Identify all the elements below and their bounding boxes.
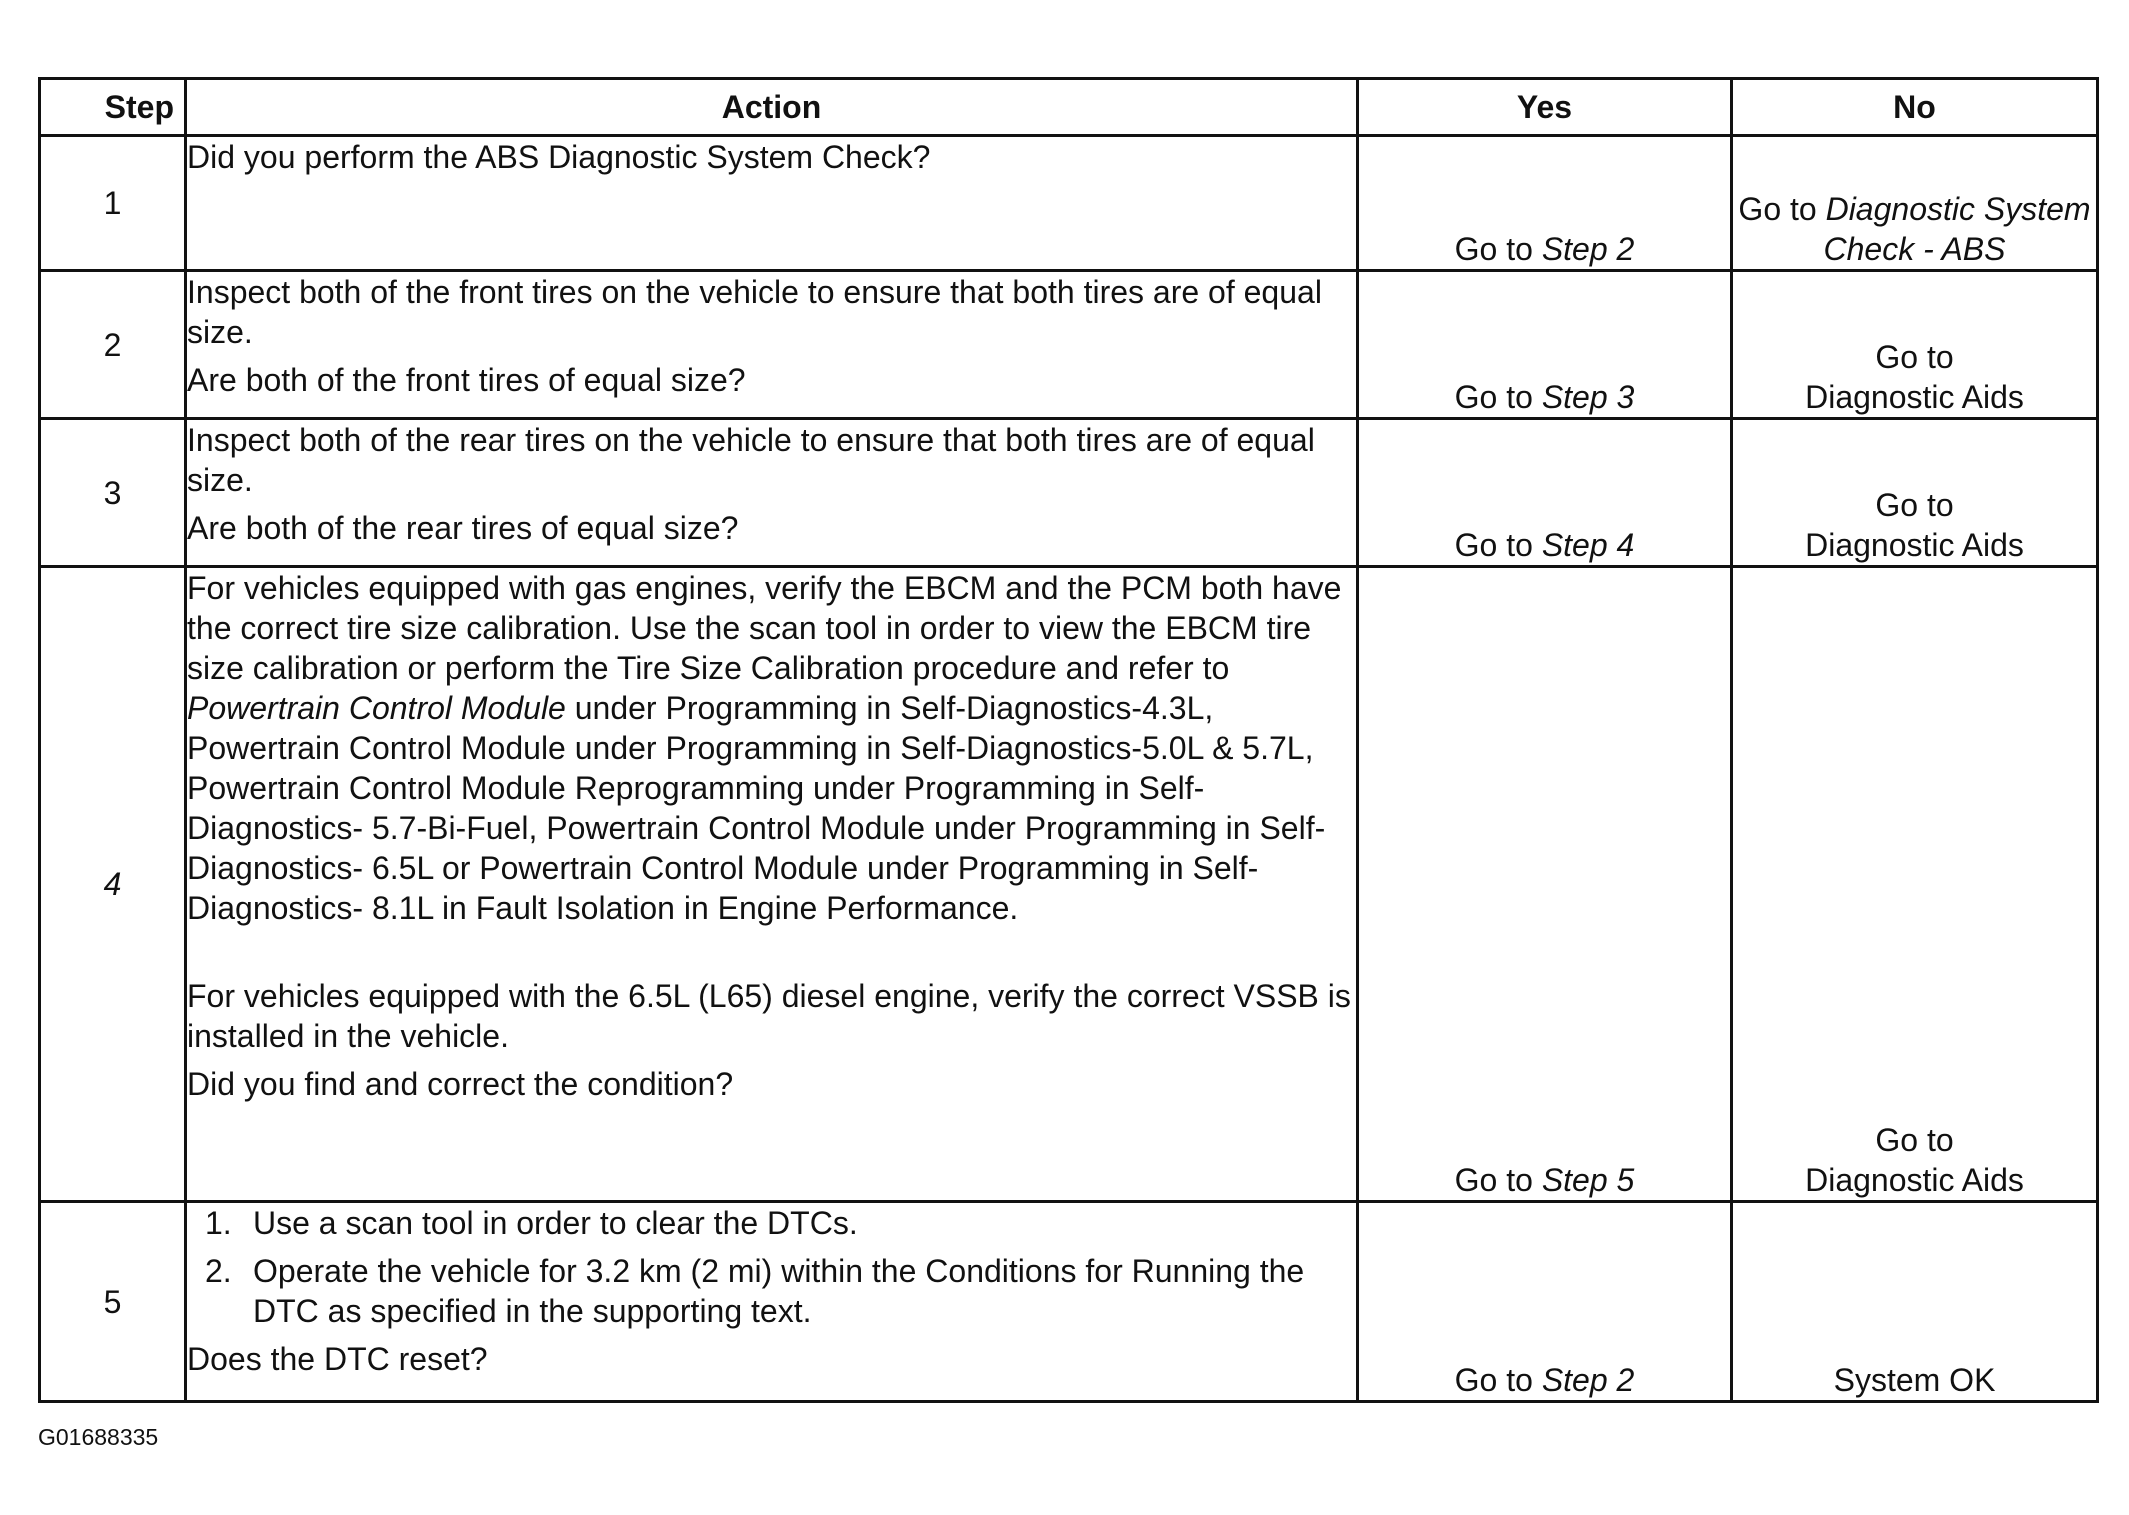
yes-cell: [1358, 271, 1732, 419]
no-goto-text: Go to: [1875, 339, 1954, 375]
no-diagnostic-aids-link[interactable]: Diagnostic Aids: [1805, 379, 2024, 415]
table-row: [40, 419, 2098, 567]
action-cell: [186, 1202, 1358, 1402]
no-column-header: No: [1732, 79, 2098, 136]
action-question: Are both of the rear tires of equal size?: [187, 510, 739, 546]
table-row: [40, 136, 2098, 271]
action-text: [187, 568, 1356, 928]
list-item-text: Operate the vehicle for 3.2 km (2 mi) within the Conditions for Running the DTC as specified in the supporting text.: [253, 1253, 1305, 1329]
yes-step-link[interactable]: Step 3: [1541, 379, 1635, 415]
yes-step-link[interactable]: Step 4: [1541, 527, 1635, 563]
list-item: [187, 1203, 1356, 1243]
no-diagnostic-check-link[interactable]: Diagnostic System Check - ABS: [1823, 191, 2091, 267]
step-number: 2: [40, 271, 186, 419]
no-cell: [1732, 1202, 2098, 1402]
table-row: [40, 271, 2098, 419]
yes-column-header: Yes: [1358, 79, 1732, 136]
no-cell: [1732, 567, 2098, 1202]
step-number: 1: [40, 136, 186, 271]
yes-prefix: Go to: [1454, 379, 1542, 415]
yes-prefix: Go to: [1454, 1162, 1542, 1198]
table-header-row: [40, 79, 2098, 136]
no-cell: [1732, 271, 2098, 419]
yes-step-link[interactable]: Step 2: [1541, 231, 1635, 267]
action-cell: [186, 419, 1358, 567]
list-item-number: 2.: [205, 1253, 232, 1289]
yes-cell: [1358, 419, 1732, 567]
action-text-part: under Programming in Self-Diagnostics-4.3L, Powertrain Control Module under Programming in Self-Diagnostics-5.0L & 5.7L, Powertrain Control Module Reprogramming under Programming in Self-Diagnostics- 5.7-Bi-Fuel, Powertrain Control Module under Programming in Self-Diagnostics- 6.5L or Powertrain Control Module under Programming in Self-Diagnostics- 8.1L in Fault Isolation in Engine Performance.: [187, 690, 1326, 926]
no-goto-text: Go to: [1875, 487, 1954, 523]
list-item-text: Use a scan tool in order to clear the DTCs.: [253, 1205, 858, 1241]
yes-prefix: Go to: [1454, 1362, 1542, 1398]
yes-cell: [1358, 136, 1732, 271]
action-cell: [186, 567, 1358, 1202]
yes-prefix: Go to: [1454, 231, 1542, 267]
yes-cell: [1358, 1202, 1732, 1402]
yes-step-link[interactable]: Step 2: [1541, 1362, 1635, 1398]
action-question: Are both of the front tires of equal size?: [187, 362, 746, 398]
pcm-reference[interactable]: Powertrain Control Module: [187, 690, 566, 726]
yes-step-link[interactable]: Step 5: [1541, 1162, 1635, 1198]
action-question: Did you find and correct the condition?: [187, 1066, 734, 1102]
action-text: Inspect both of the front tires on the vehicle to ensure that both tires are of equal size.: [187, 274, 1322, 350]
table-row: [40, 567, 2098, 1202]
table-row: [40, 1202, 2098, 1402]
no-cell: [1732, 136, 2098, 271]
no-goto-text: Go to: [1875, 1122, 1954, 1158]
no-diagnostic-aids-link[interactable]: Diagnostic Aids: [1805, 1162, 2024, 1198]
figure-code: G01688335: [38, 1424, 159, 1450]
action-cell: [186, 271, 1358, 419]
list-item: [187, 1251, 1356, 1331]
step-number: 4: [40, 567, 186, 1202]
yes-prefix: Go to: [1454, 527, 1542, 563]
action-cell: [186, 136, 1358, 271]
no-system-ok-text: System OK: [1833, 1362, 1996, 1398]
step-number: 5: [40, 1202, 186, 1402]
no-prefix: Go to: [1738, 191, 1826, 227]
action-question: Does the DTC reset?: [187, 1341, 488, 1377]
action-column-header: Action: [186, 79, 1358, 136]
action-text: Inspect both of the rear tires on the vehicle to ensure that both tires are of equal size.: [187, 422, 1315, 498]
step-number: 3: [40, 419, 186, 567]
diagnostic-table: [38, 77, 2099, 1403]
action-text-part: For vehicles equipped with gas engines, verify the EBCM and the PCM both have the correct tire size calibration. Use the scan tool in order to view the EBCM tire size calibration or perform the Tire Size Calibration procedure and refer to: [187, 570, 1342, 686]
step-column-header: Step: [40, 79, 186, 136]
list-item-number: 1.: [205, 1205, 232, 1241]
action-text: Did you perform the ABS Diagnostic System Check?: [187, 139, 931, 175]
action-text-diesel: For vehicles equipped with the 6.5L (L65) diesel engine, verify the correct VSSB is installed in the vehicle.: [187, 978, 1351, 1054]
no-cell: [1732, 419, 2098, 567]
yes-cell: [1358, 567, 1732, 1202]
no-diagnostic-aids-link[interactable]: Diagnostic Aids: [1805, 527, 2024, 563]
